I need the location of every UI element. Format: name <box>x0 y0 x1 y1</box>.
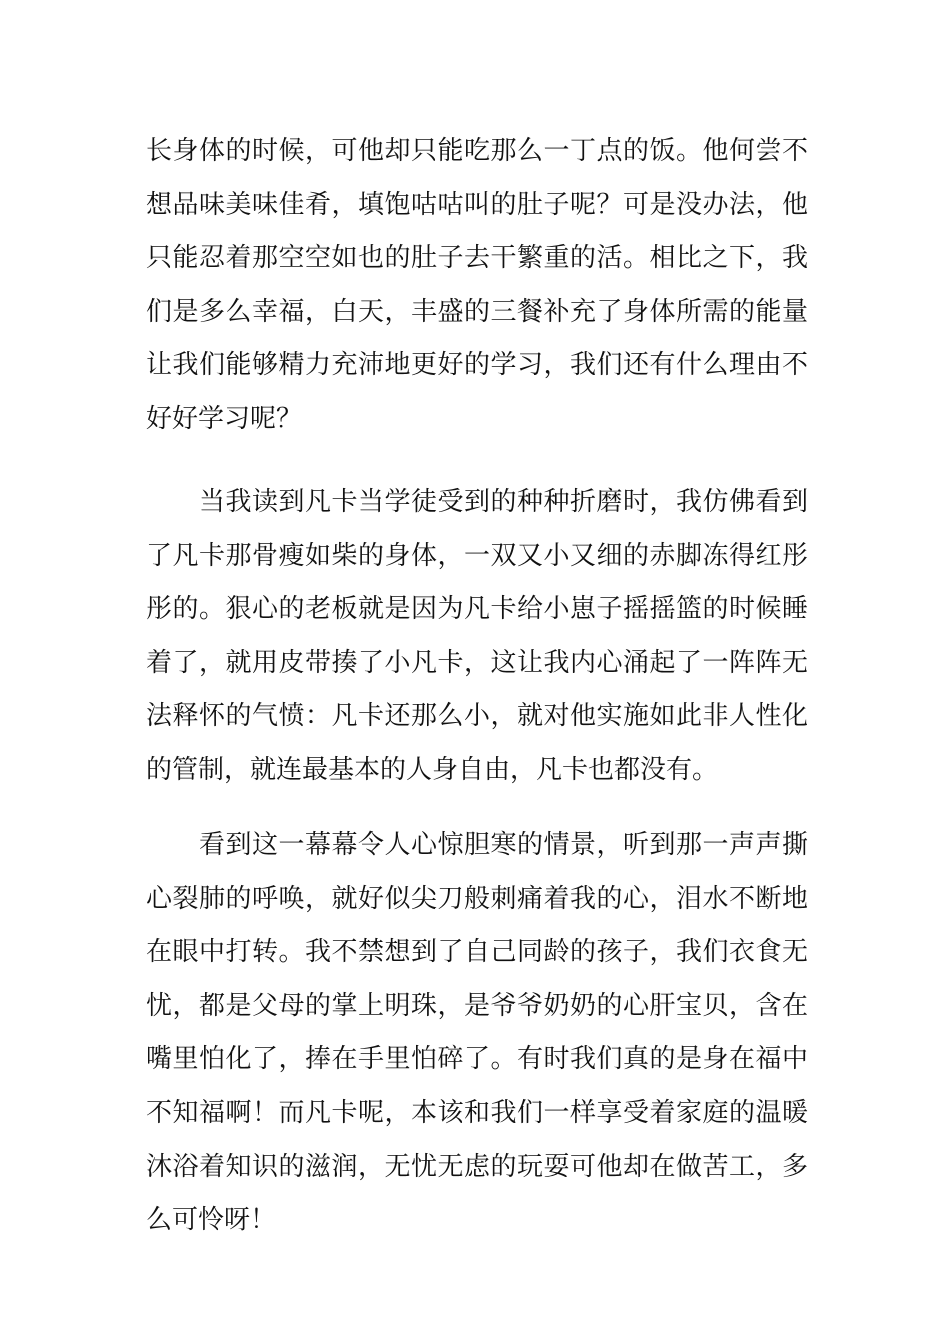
paragraph-2 <box>146 476 808 798</box>
text-line: 彤的。狠心的老板就是因为凡卡给小崽子摇摇篮的时候睡 <box>146 594 808 625</box>
text-line: 在眼中打转。我不禁想到了自己同龄的孩子，我们衣食无 <box>146 937 808 968</box>
text-line: 法释怀的气愤：凡卡还那么小，就对他实施如此非人性化 <box>146 701 808 732</box>
text-line: 着了，就用皮带揍了小凡卡，这让我内心涌起了一阵阵无 <box>146 647 808 678</box>
text-line: 想品味美味佳肴，填饱咕咕叫的肚子呢？可是没办法，他 <box>146 189 808 220</box>
text-line: 沐浴着知识的滋润，无忧无虑的玩耍可他却在做苦工，多 <box>146 1151 808 1182</box>
text-line: 忧，都是父母的掌上明珠，是爷爷奶奶的心肝宝贝，含在 <box>146 990 808 1021</box>
text-line: 只能忍着那空空如也的肚子去干繁重的活。相比之下，我 <box>146 243 808 274</box>
text-line: 嘴里怕化了，捧在手里怕碎了。有时我们真的是身在福中 <box>146 1044 808 1075</box>
text-line: 了凡卡那骨瘦如柴的身体，一双又小又细的赤脚冻得红彤 <box>146 540 808 571</box>
text-line: 看到这一幕幕令人心惊胆寒的情景，听到那一声声撕 <box>146 830 808 860</box>
text-line: 让我们能够精力充沛地更好的学习，我们还有什么理由不 <box>146 350 808 381</box>
paragraph-3 <box>146 819 808 1248</box>
text-line: 当我读到凡卡当学徒受到的种种折磨时，我仿佛看到 <box>146 487 808 517</box>
text-line: 不知福啊！而凡卡呢，本该和我们一样享受着家庭的温暖 <box>146 1097 808 1128</box>
text-line: 长身体的时候，可他却只能吃那么一丁点的饭。他何尝不 <box>146 136 808 166</box>
text-line: 么可怜呀！ <box>146 1205 277 1236</box>
text-line: 心裂肺的呼唤，就好似尖刀般刺痛着我的心，泪水不断地 <box>146 883 808 914</box>
text-line: 好好学习呢？ <box>146 403 303 434</box>
text-line: 们是多么幸福，白天，丰盛的三餐补充了身体所需的能量 <box>146 296 808 327</box>
paragraph-1 <box>146 125 808 447</box>
text-line: 的管制，就连最基本的人身自由，凡卡也都没有。 <box>146 754 719 785</box>
